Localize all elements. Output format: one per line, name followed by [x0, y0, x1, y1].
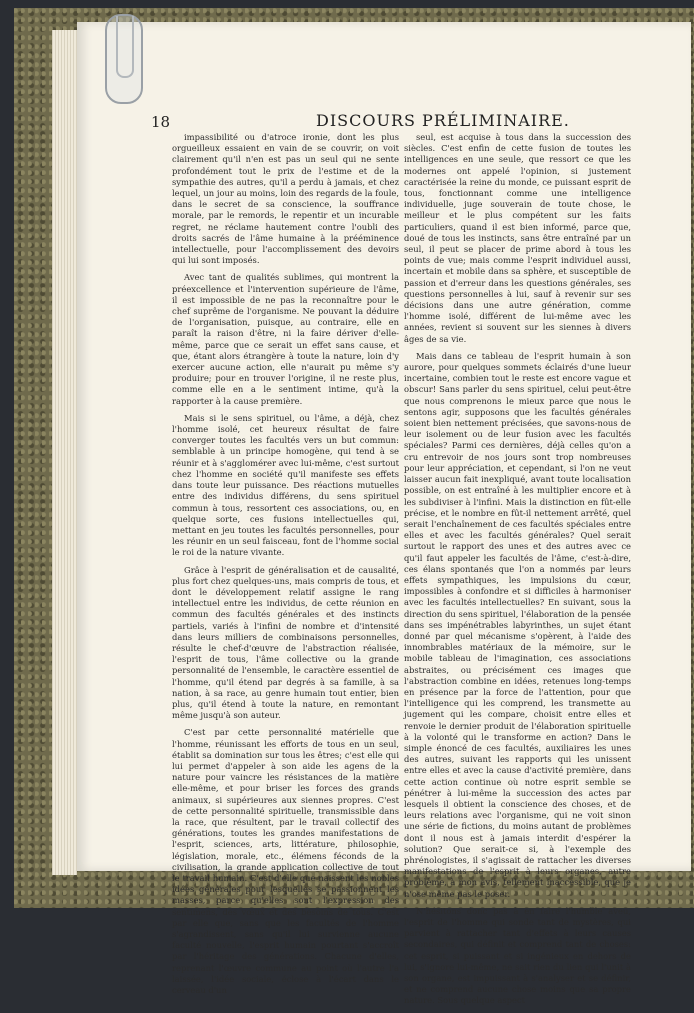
running-title: DISCOURS PRÉLIMINAIRE.: [316, 111, 570, 130]
page-header: [80, 95, 620, 131]
paragraph: C'est par cette personnalité matérielle que l'homme, réunissant les efforts de tous en un seul, établit sa domination sur tous les êtres; c'est elle qui lui permet d'appeler à son aide les agens de la nature pour vaincre les résistances de la matière elle-même, et pour briser les forces des grands animaux, si supérieures aux siennes propres. C'est de cette personnalité spirituelle, transmissible dans la race, que résultent, par le travail collectif des générations, toutes les grandes manifestations de l'esprit, sciences, arts, littérature, philosophie, législation, morale, etc., élémens féconds de la civilisation, la grande application collective de tout le travail humain. C'est d'elle que naissent les nobles idées générales pour lesquelles se passionnent les masses, parce qu'elles sont l'expression des sentimens, des vœux et des besoins de tous. C'est par elle que, sans que les facultés de l'homme s'agrandissent, sans qu'il lui survienne aucune faculté nouvelle, l'esprit humain pourtant s'accroît par l'héritage des générations. Chacune d'elles, reprenant l'œuvre commune au point où l'autre l'a laissée, l'idée sociale, éclose à l'écart dans le cerveau d'un: [172, 727, 399, 996]
paragraph: N'hésitons donc pas à en faire l'humble aveu, l'esprit de l'homme qui sonde tant de mystères, qui parvient à rattacher tant d'effets à leurs causes secondaires, qui définit et comprend tant de choses: cet esprit, si puissant et si ingénieux en dehors de lui, s'ignore lui-même, ne sait rien du lien qui l'unit à son organe, est impuissant à s'analyser et se définir, et ne comprend aucune chose moins que sa propre nature. Sous quelque aspect: [404, 905, 631, 1006]
page-number: 18: [151, 113, 171, 131]
paragraph: Avec tant de qualités sublimes, qui montrent la préexcellence et l'intervention supérieure de l'âme, il est impossible de ne pas la reconnaître pour le chef suprême de l'organisme. Ne pouvant la déduire de l'organisation, puisque, au contraire, elle en paraît la raison d'être, ni la faire dériver d'elle-même, parce que ce serait un effet sans cause, et que, étant alors étrangère à toute la nature, loin d'y exercer aucune action, elle n'aurait pu même s'y produire; pour en trouver l'origine, il ne reste plus, comme elle en a le sentiment intime, qu'à la rapporter à la cause première.: [172, 272, 399, 406]
left-text-column: [172, 132, 399, 1002]
paragraph: Mais dans ce tableau de l'esprit humain à son aurore, pour quelques sommets éclairés d'une lueur incertaine, combien tout le reste est encore vague et obscur! Sans parler du sens spirituel, celui peut-être que nous comprenons le mieux parce que nous le sentons agir, supposons que les facultés générales soient bien nettement précisées, que savons-nous de leur isolement ou de leur fusion avec les facultés spéciales? Parmi ces dernières, déjà celles qu'on a cru entrevoir de nos jours sont trop nombreuses pour leur appréciation, et cependant, si l'on ne veut laisser aucun fait inexpliqué, avant toute localisation possible, on est entraîné à les multiplier encore et à les subdiviser à l'infini. Mais la distinction en fût-elle précise, et le nombre en fût-il nettement arrêté, quel serait l'enchaînement de ces facultés spéciales entre elles et avec les facultés générales? Quel serait surtout le rapport des unes et des autres avec ce qu'il faut appeler les facultés de l'âme, c'est-à-dire, ces élans spontanés que l'on a nommés par leurs effets sympathiques, les impulsions du cœur, impossibles à confondre et si difficiles à harmoniser avec les facultés intellectuelles? En suivant, sous la direction du sens spirituel, l'élaboration de la pensée dans ses impénétrables labyrinthes, un sujet étant donné par quel mécanisme s'opèrent, à l'aide des innombrables matériaux de la mémoire, sur le mobile tableau de l'imagination, ces associations abstraites, ou précisément ces images que l'abstraction combine en idées, retenues long-temps en présence par la force de l'attention, pour que l'intelligence qui les comprend, les transmette au jugement qui les compare, choisit entre elles et renvoie le dernier produit de l'élaboration spirituelle à la volonté qui le transforme en action? Dans le simple énoncé de ces facultés, auxiliaires les unes des autres, suivant les rapports qui les unissent entre elles et avec la cause d'activité première, dans cette action continue où notre esprit semble se pénétrer à lui-même la succession des actes par lesquels il obtient la conscience des choses, et de leurs relations avec l'organisme, qui ne voit sinon une série de fictions, du moins autant de problèmes dont il nous est à jamais interdit d'espérer la solution? Que serait-ce si, à l'exemple des phrénologistes, il s'agissait de rattacher les diverses manifestations de l'esprit à leurs organes, autre problème, à mon avis, tellement inaccessible, que je n'ose même pas le poser.: [404, 350, 631, 899]
paper-clip-icon: [105, 14, 143, 104]
paragraph: Grâce à l'esprit de généralisation et de causalité, plus fort chez quelques-uns, mais compris de tous, et dont le développement relatif assigne le rang intellectuel entre les individus, de cette réunion en commun des facultés générales et des instincts partiels, variés à l'infini de nombre et d'intensité dans leurs milliers de combinaisons personnelles, résulte le chef-d'œuvre de l'abstraction réalisée, l'esprit de tous, l'âme collective ou la grande personnalité de l'ensemble, le caractère essentiel de l'homme, qu'il étend par degrés à sa famille, à sa nation, à sa race, au genre humain tout entier, bien plus, qu'il étend à toute la nature, en remontant même jusqu'à son auteur.: [172, 564, 399, 721]
paragraph: Mais si le sens spirituel, ou l'âme, a déjà, chez l'homme isolé, cet heureux résultat de faire converger toutes les facultés vers un but commun: semblable à un principe homogène, qui tend à se réunir et à s'agglomérer avec lui-même, c'est surtout chez l'homme en société qu'il manifeste ses effets dans toute leur puissance. Des réactions mutuelles entre des individus différens, du sens spirituel commun à tous, ressortent ces associations, ou, en quelque sorte, ces fusions intellectuelles qui, mettant en jeu toutes les facultés personnelles, pour les réunir en un seul faisceau, font de l'homme social le roi de la nature vivante.: [172, 412, 399, 558]
paragraph: impassibilité ou d'atroce ironie, dont les plus orgueilleux essaient en vain de se couvrir, on voit clairement qu'il n'en est pas un seul qui ne sente profondément tout le prix de l'estime et de la sympathie des autres, qu'il a perdu à jamais, et chez lequel, un jour au moins, loin des regards de la foule, dans le secret de sa conscience, la souffrance morale, par le remords, le repentir et un incurable regret, ne réclame hautement contre l'oubli des droits sacrés de l'âme humaine à la prééminence intellectuelle, pour l'accomplissement des devoirs qui lui sont imposés.: [172, 132, 399, 266]
right-text-column: [404, 132, 631, 1013]
page-edges: [52, 30, 77, 875]
paragraph: seul, est acquise à tous dans la succession des siècles. C'est enfin de cette fusion de toutes les intelligences en une seule, que ressort ce que les modernes ont appelé l'opinion, si justement caractérisée la reine du monde, ce puissant esprit de tous, fonctionnant comme une intelligence individuelle, juge souverain de toute chose, le meilleur et le plus compétent sur les faits particuliers, quand il est bien informé, parce que, doué de tous les instincts, sans être entraîné par un seul, il peut se placer de prime abord à tous les points de vue; mais comme l'esprit individuel aussi, incertain et mobile dans sa sphère, et susceptible de passion et d'erreur dans les questions générales, ses questions personnelles à lui, sauf à revenir sur ses décisions dans une autre génération, comme l'homme isolé, différent de lui-même avec les années, revient si souvent sur les siennes à divers âges de sa vie.: [404, 132, 631, 344]
